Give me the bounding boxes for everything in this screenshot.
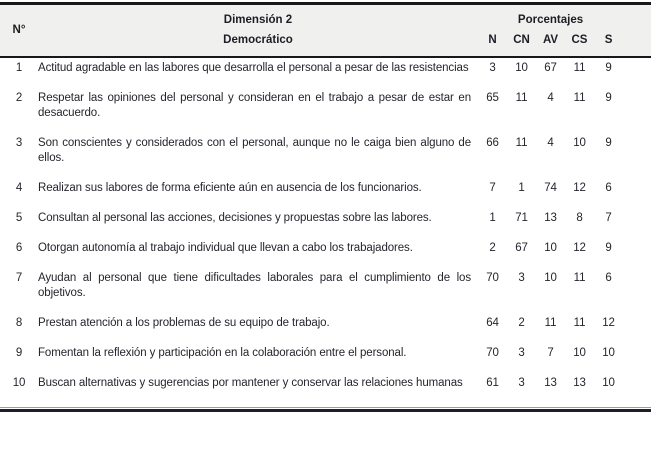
row-value-cell: 7	[605, 212, 612, 224]
header-col-n: N	[478, 30, 507, 57]
table-row	[0, 373, 651, 403]
row-value-cell: 71	[515, 212, 528, 224]
row-number-cell: 7	[15, 272, 23, 284]
bottom-rule-light	[0, 407, 651, 408]
row-description-cell: Buscan alternativas y sugerencias por mantener y conservar las relaciones humanas	[38, 377, 463, 389]
row-value-cell: 13	[544, 212, 557, 224]
row-value-cell: 3	[518, 347, 525, 359]
row-spacer-cell	[623, 313, 651, 343]
row-value-cell: 3	[518, 272, 525, 284]
row-value-cell: 13	[573, 377, 586, 389]
header-col-s: S	[594, 30, 623, 57]
row-number-cell: 5	[15, 212, 23, 224]
row-value-cell: 9	[605, 92, 612, 104]
table-body	[0, 57, 651, 403]
row-value-cell: 9	[605, 137, 612, 149]
row-value-cell: 11	[515, 92, 528, 104]
row-description-cell: Prestan atención a los problemas de su equipo de trabajo.	[38, 317, 330, 329]
row-number-cell: 2	[15, 92, 23, 104]
row-value-cell: 70	[486, 347, 499, 359]
row-value-cell: 8	[576, 212, 583, 224]
row-value-cell: 1	[489, 212, 496, 224]
row-value-cell: 61	[486, 377, 499, 389]
table-row	[0, 133, 651, 178]
table-row	[0, 343, 651, 373]
row-description-cell: Consultan al personal las acciones, decisiones y propuestas sobre las labores.	[38, 212, 432, 224]
header-percent-title: Porcentajes	[478, 4, 623, 31]
row-description-cell: Realizan sus labores de forma eficiente aún en ausencia de los funcionarios.	[38, 182, 422, 194]
header-col-av: AV	[536, 30, 565, 57]
row-value-cell: 6	[605, 182, 612, 194]
row-value-cell: 13	[544, 377, 557, 389]
row-value-cell: 4	[547, 137, 554, 149]
row-description-cell: Fomentan la reflexión y participación en la colaboración entre el personal.	[38, 347, 407, 359]
row-value-cell: 10	[515, 62, 528, 74]
row-value-cell: 11	[573, 317, 586, 329]
row-value-cell: 74	[544, 182, 557, 194]
row-value-cell: 10	[544, 242, 557, 254]
row-value-cell: 10	[573, 347, 586, 359]
row-value-cell: 64	[486, 317, 499, 329]
row-number-cell: 8	[15, 317, 23, 329]
table-row	[0, 268, 651, 313]
row-description-cell: Actitud agradable en las labores que desarrolla el personal a pesar de las resistencias	[38, 62, 469, 74]
row-value-cell: 11	[573, 272, 586, 284]
row-spacer-cell	[623, 238, 651, 268]
row-number-cell: 9	[15, 347, 23, 359]
row-spacer-cell	[623, 373, 651, 403]
header-dimension-subtitle: Democrático	[38, 30, 478, 57]
table-row	[0, 313, 651, 343]
row-value-cell: 11	[515, 137, 528, 149]
row-value-cell: 9	[605, 62, 612, 74]
row-number-cell: 6	[15, 242, 23, 254]
row-value-cell: 12	[602, 317, 615, 329]
row-value-cell: 11	[573, 62, 586, 74]
row-value-cell: 12	[573, 242, 586, 254]
row-value-cell: 10	[573, 137, 586, 149]
row-number-cell: 4	[15, 182, 23, 194]
row-value-cell: 12	[573, 182, 586, 194]
row-spacer-cell	[623, 57, 651, 88]
row-value-cell: 10	[602, 377, 615, 389]
row-spacer-cell	[623, 208, 651, 238]
row-value-cell: 9	[605, 242, 612, 254]
header-col-cs: CS	[565, 30, 594, 57]
row-value-cell: 11	[544, 317, 557, 329]
header-spacer	[623, 4, 651, 58]
row-description-cell: Respetar las opiniones del personal y consideran en el trabajo a pesar de estar en desacuerdo.	[38, 92, 471, 119]
row-value-cell: 67	[544, 62, 557, 74]
row-value-cell: 1	[518, 182, 525, 194]
row-number-cell: 1	[15, 62, 23, 74]
row-value-cell: 65	[486, 92, 499, 104]
table-row	[0, 88, 651, 133]
row-value-cell: 4	[547, 92, 554, 104]
header-col-cn: CN	[507, 30, 536, 57]
bottom-rule-dark	[0, 409, 651, 412]
row-value-cell: 11	[573, 92, 586, 104]
row-value-cell: 7	[547, 347, 554, 359]
row-value-cell: 66	[486, 137, 499, 149]
row-description-cell: Otorgan autonomía al trabajo individual que llevan a cabo los trabajadores.	[38, 242, 413, 254]
row-number-cell: 10	[12, 377, 26, 389]
table-row	[0, 238, 651, 268]
row-value-cell: 6	[605, 272, 612, 284]
table-row	[0, 178, 651, 208]
row-value-cell: 10	[544, 272, 557, 284]
header-dimension-title: Dimensión 2	[38, 4, 478, 31]
row-value-cell: 2	[489, 242, 496, 254]
table-header	[0, 4, 651, 58]
row-value-cell: 2	[518, 317, 525, 329]
row-spacer-cell	[623, 88, 651, 133]
row-spacer-cell	[623, 178, 651, 208]
row-description-cell: Son conscientes y considerados con el personal, aunque no le caiga bien alguno de ellos.	[38, 137, 471, 164]
row-spacer-cell	[623, 343, 651, 373]
row-spacer-cell	[623, 133, 651, 178]
results-table	[0, 2, 651, 403]
table-row	[0, 57, 651, 88]
row-value-cell: 67	[515, 242, 528, 254]
row-value-cell: 10	[602, 347, 615, 359]
header-col-number: N°	[0, 4, 38, 58]
row-description-cell: Ayudan al personal que tiene dificultades laborales para el cumplimiento de los objetivos.	[38, 272, 471, 299]
row-spacer-cell	[623, 268, 651, 313]
row-number-cell: 3	[15, 137, 23, 149]
row-value-cell: 3	[518, 377, 525, 389]
table-row	[0, 208, 651, 238]
row-value-cell: 3	[489, 62, 496, 74]
row-value-cell: 7	[489, 182, 496, 194]
row-value-cell: 70	[486, 272, 499, 284]
